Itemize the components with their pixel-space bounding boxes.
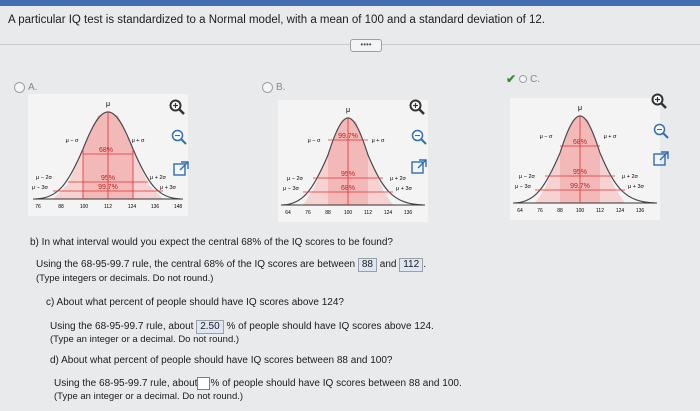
- graph-a-mu-plus-3sigma: μ + 3σ: [160, 185, 176, 191]
- graph-b-tick: 124: [383, 210, 393, 216]
- part-d-question: d) About what percent of people should have IQ scores between 88 and 100?: [50, 355, 393, 366]
- graph-c-95: 95%: [572, 169, 588, 176]
- part-b-and: and: [379, 259, 397, 270]
- graph-a-tick: 124: [127, 204, 137, 210]
- graph-a-tick: 136: [150, 204, 160, 210]
- graph-c-tick: 124: [615, 208, 625, 214]
- graph-c-mu-minus-3sigma: μ − 3σ: [515, 184, 531, 190]
- graph-c-mu-plus-3sigma: μ + 3σ: [628, 184, 644, 190]
- graph-b-mu-plus-3sigma: μ + 3σ: [396, 186, 412, 192]
- part-b-question: b) In what interval would you expect the central 68% of the IQ scores to be found?: [30, 237, 393, 248]
- graph-b: [278, 100, 428, 222]
- part-d-note: (Type an integer or a decimal. Do not round.): [54, 391, 244, 402]
- part-b-high-input[interactable]: 112: [399, 258, 423, 272]
- radio-c[interactable]: [519, 75, 527, 83]
- graph-a-mu-minus-sigma: μ − σ: [65, 138, 79, 144]
- graph-a-tick: 76: [35, 204, 41, 210]
- part-b-answer-line: [36, 258, 426, 272]
- graph-a-tick: 100: [79, 204, 89, 210]
- graph-c-mu: μ: [577, 105, 583, 112]
- checkmark-icon: ✔: [506, 72, 517, 86]
- option-c-label: C.: [530, 73, 541, 85]
- part-b-note: (Type integers or decimals. Do not round.): [36, 273, 214, 284]
- part-c-answer-prefix: Using the 68-95-99.7 rule, about: [50, 321, 194, 332]
- zoom-in-icon[interactable]: [168, 98, 186, 116]
- graph-b-tick: 136: [403, 210, 413, 216]
- graph-b-tick: 64: [285, 210, 291, 216]
- option-b-label: B.: [276, 82, 286, 93]
- graph-c-tick: 76: [537, 208, 543, 214]
- question-text: A particular IQ test is standardized to a Normal model, with a mean of 100 and a standard deviation of 12.: [8, 14, 545, 26]
- graph-b-mu-minus-sigma: μ − σ: [307, 138, 321, 144]
- expand-icon[interactable]: [652, 150, 670, 168]
- graph-c-mu-minus-sigma: μ − σ: [539, 134, 553, 140]
- graph-c-tick: 136: [635, 208, 645, 214]
- graph-a-mu: μ: [105, 101, 111, 108]
- graph-b-mu-plus-2sigma: μ + 2σ: [390, 176, 406, 182]
- part-b-low-input[interactable]: 88: [358, 258, 377, 272]
- graph-c: [510, 98, 660, 220]
- expand-icon[interactable]: [172, 160, 190, 178]
- graph-c-tick: 100: [575, 208, 585, 214]
- graph-b-mu-plus-sigma: μ + σ: [371, 138, 385, 144]
- zoom-out-icon[interactable]: [652, 122, 670, 140]
- zoom-in-icon[interactable]: [650, 92, 668, 110]
- graph-c-tick: 88: [557, 208, 563, 214]
- graph-a: [28, 94, 188, 216]
- option-a[interactable]: [14, 82, 37, 93]
- graph-c-997: 99.7%: [570, 183, 590, 190]
- graph-b-tick: 88: [325, 210, 331, 216]
- part-c-note: (Type an integer or a decimal. Do not round.): [50, 334, 240, 345]
- part-d-value-input[interactable]: [197, 377, 210, 390]
- part-b-period: .: [423, 259, 426, 270]
- zoom-out-icon[interactable]: [170, 128, 188, 146]
- graph-a-997: 99.7%: [98, 184, 118, 191]
- graph-b-tick: 100: [343, 210, 353, 216]
- expand-icon[interactable]: [410, 158, 428, 176]
- graph-b-mu: μ: [345, 107, 351, 114]
- graph-b-95: 95%: [340, 171, 356, 178]
- graph-b-68: 68%: [340, 185, 356, 192]
- graph-b-mu-minus-2sigma: μ − 2σ: [287, 176, 303, 182]
- graph-c-68: 68%: [572, 139, 588, 146]
- graph-a-mu-plus-2sigma: μ + 2σ: [150, 175, 166, 181]
- option-b[interactable]: [262, 82, 285, 93]
- graph-b-mu-minus-3sigma: μ − 3σ: [283, 186, 299, 192]
- radio-b[interactable]: [262, 82, 273, 93]
- part-c-answer-line: [50, 320, 434, 334]
- option-c[interactable]: [506, 72, 540, 86]
- part-d-answer-prefix: Using the 68-95-99.7 rule, about: [54, 378, 198, 390]
- graph-c-tick: 112: [596, 208, 604, 214]
- part-c-answer-suffix: % of people should have IQ scores above 124.: [226, 321, 434, 332]
- zoom-out-icon[interactable]: [410, 128, 428, 146]
- graph-c-tick: 64: [517, 208, 523, 214]
- zoom-in-icon[interactable]: [408, 98, 426, 116]
- graph-c-mu-minus-2sigma: μ − 2σ: [519, 174, 535, 180]
- graph-c-mu-plus-2sigma: μ + 2σ: [622, 174, 638, 180]
- graph-b-tick: 112: [364, 210, 372, 216]
- radio-a[interactable]: [14, 82, 25, 93]
- part-b-answer-prefix: Using the 68-95-99.7 rule, the central 68% of the IQ scores are between: [36, 259, 356, 270]
- graph-c-mu-plus-sigma: μ + σ: [603, 134, 617, 140]
- graph-a-tick: 148: [173, 204, 183, 210]
- graph-a-tick: 112: [104, 204, 112, 210]
- graph-a-tick: 88: [58, 204, 64, 210]
- graph-a-mu-minus-2sigma: μ − 2σ: [36, 175, 52, 181]
- part-d-answer-suffix: % of people should have IQ scores between 88 and 100.: [210, 378, 462, 390]
- graph-a-95: 95%: [100, 175, 116, 182]
- graph-a-68: 68%: [98, 147, 114, 154]
- graph-b-tick: 76: [305, 210, 311, 216]
- graph-a-mu-plus-sigma: μ + σ: [131, 138, 145, 144]
- graph-b-997: 99.7%: [338, 133, 358, 140]
- expand-button[interactable]: ••••: [350, 39, 382, 52]
- option-a-label: A.: [28, 82, 38, 93]
- part-c-value-input[interactable]: 2.50: [196, 320, 223, 334]
- part-c-question: c) About what percent of people should have IQ scores above 124?: [46, 297, 344, 308]
- top-bar: [0, 0, 700, 6]
- graph-a-mu-minus-3sigma: μ − 3σ: [32, 185, 48, 191]
